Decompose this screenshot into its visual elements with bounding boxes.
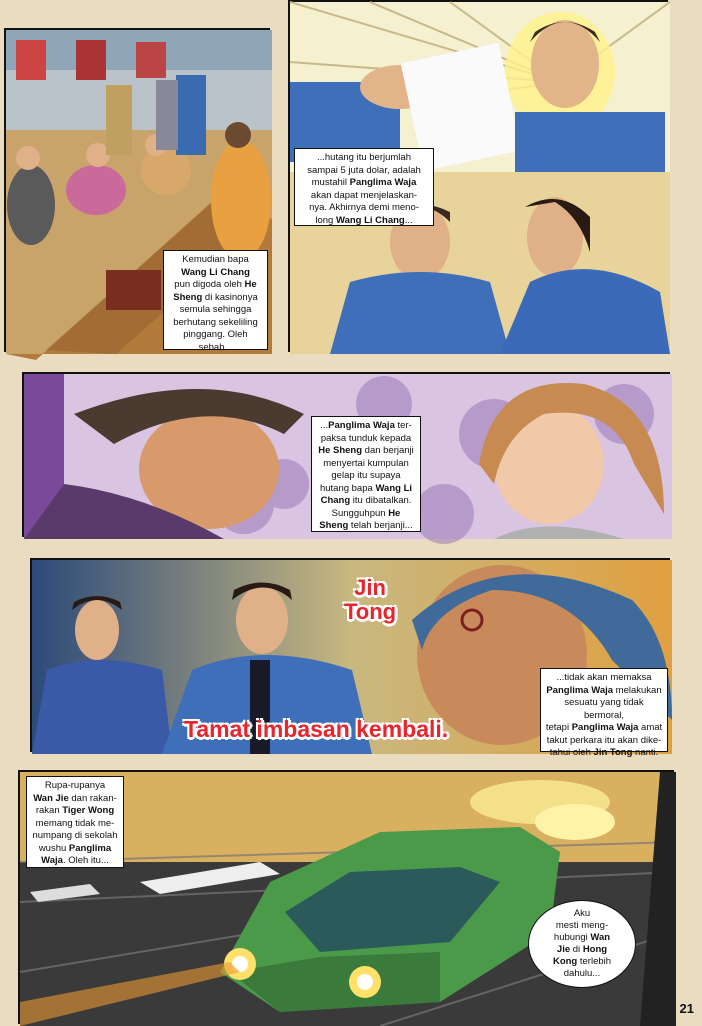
bubble-line: hubungi Wan [553,932,611,943]
panel-promise [22,372,670,537]
panel-jin-tong [30,558,670,758]
caption-line: Sheng di kasinonya [173,291,258,303]
caption-line: sampai 5 juta dolar, adalah [307,164,421,176]
caption-line: mustahil Panglima Waja [311,177,417,188]
jin-tong-label-line1: Jin [354,575,386,600]
caption-line: Rupa-rupanya [44,780,106,791]
bubble-text [553,908,611,980]
caption-line: Waja. Oleh itu... [41,855,109,866]
jin-tong-label-line2: Tong [344,599,397,624]
panel3-caption [311,416,421,532]
panel-shock [288,0,668,352]
panel5-caption [26,776,124,868]
caption-line: ...tidak akan memaksa [556,672,652,683]
caption-line: nya. Akhirnya demi meno- [309,202,419,213]
caption-line: Sheng telah berjanji... [319,520,413,531]
caption-line: pun digoda oleh He [174,279,257,290]
panel4-caption [540,668,668,758]
caption-line: Wang Li Chang [181,266,250,278]
caption-line: Wan Jie dan rakan- [33,792,117,804]
caption-line: ...hutang itu berjumlah [316,152,411,163]
caption-line: wushu Panglima [38,842,112,854]
caption-line: berhutang sekeliling [173,316,258,328]
bubble-line: dahulu... [563,968,601,979]
panel-casino [4,28,270,352]
speech-bubble [528,900,636,988]
caption-line: sesuatu yang tidak bermoral, [564,697,644,721]
caption-line: numpang di sekolah [32,830,118,841]
caption-line: gelap itu supaya [331,470,401,481]
caption-line: pinggang. Oleh sebab... [183,329,248,353]
caption-line: semula sehingga [179,304,252,315]
bubble-line: mesti meng- [555,920,609,931]
caption-line: menyertai kumpulan [323,457,409,469]
caption-line: Panglima Waja melakukan [546,684,662,696]
jin-tong-name-label [344,576,396,624]
bubble-line: Kong terlebih [552,956,612,967]
caption-line: tetapi Panglima Waja amat [545,722,663,733]
flashback-end-sfx: Tamat imbasan kembali. [184,716,449,742]
caption-line: akan dapat menjelaskan- [310,189,418,201]
caption-line: Sungguhpun He [331,507,401,519]
caption-line: Kemudian bapa [182,254,249,265]
caption-line: rakan Tiger Wong [35,805,115,816]
caption-line: long Wang Li Chang... [315,214,413,226]
panel-car [18,770,674,1024]
panel2-caption [294,148,434,226]
bubble-line: Jie di Hong [556,944,608,955]
caption-line: hutang bapa Wang Li [319,482,413,494]
caption-line: Chang itu dibatalkan. [320,495,412,506]
panel1-caption [163,250,268,353]
page-number: 21 [679,1001,694,1016]
caption-line: paksa tunduk kepada [320,432,412,444]
caption-line: He Sheng dan berjanji [318,445,414,456]
caption-line: takut perkara itu akan dike- [546,734,662,746]
bubble-line: Aku [573,908,591,919]
caption-line: memang tidak me- [35,817,115,829]
caption-line: ...Panglima Waja ter- [320,420,412,431]
caption-line: tahui oleh Jin Tong nanti. [549,747,659,758]
